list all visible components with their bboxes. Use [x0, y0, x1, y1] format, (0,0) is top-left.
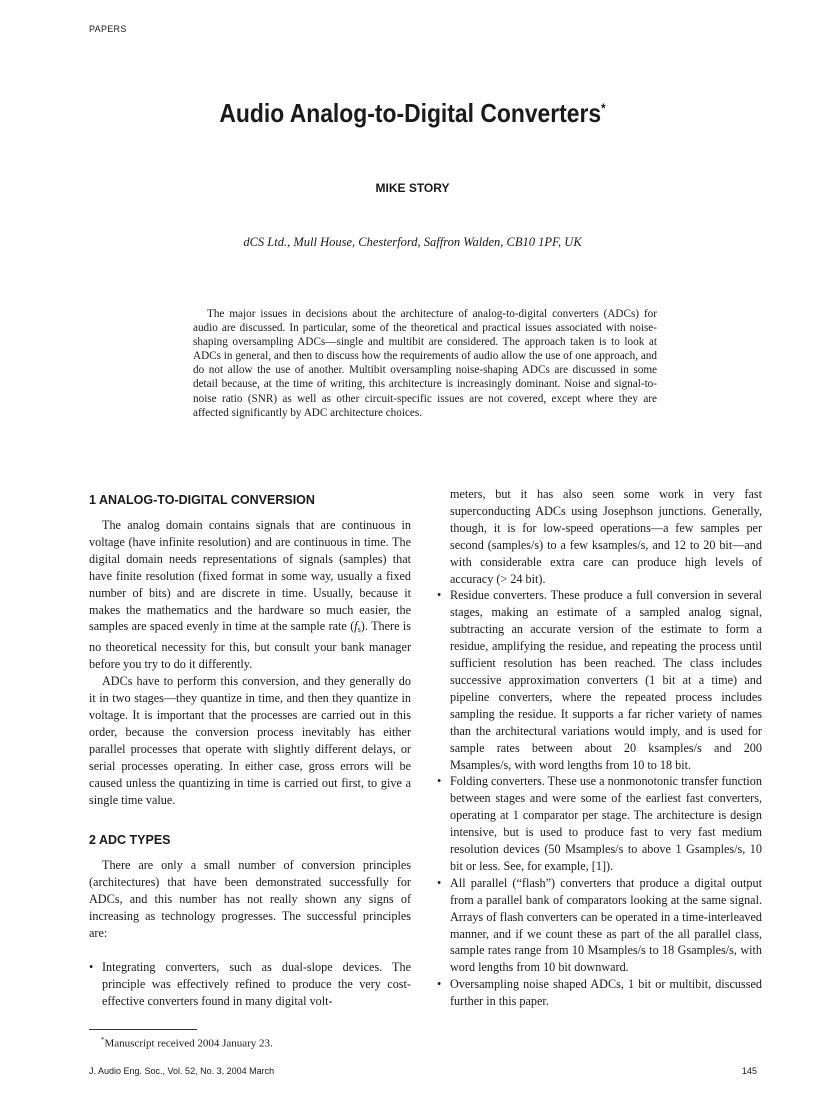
list-item — [437, 587, 762, 773]
bullet-icon: • — [437, 875, 442, 890]
sample-rate-symbol: f — [354, 619, 358, 634]
list-item — [437, 773, 762, 874]
right-column — [437, 486, 762, 1010]
sample-rate-subscript: s — [357, 625, 361, 635]
paper-title — [50, 98, 776, 129]
bullet-oversampling-text: Oversampling noise shaped ADCs, 1 bit or multibit, discussed further in this paper. — [450, 977, 762, 1009]
footnote-text: Manuscript received 2004 January 23. — [104, 1037, 273, 1050]
bullet-icon: • — [437, 977, 442, 992]
bullet-icon: • — [437, 588, 442, 603]
bullet-icon: • — [89, 959, 94, 974]
section-1-paragraph-2: ADCs have to perform this conversion, and they generally do it in two stages—they quantize in time, and then they quantize in voltage. It is important that the processes are carried out in this order, because the conversion process inevitably has either parallel processes that operate with slightly different delays, or serial processes operating. In either case, gross errors will be caused unless the quantizing in time is carried out first, to give a single time value. — [89, 674, 411, 807]
section-1-p1-text-a: The analog domain contains signals that are continuous in voltage (have infinite resolution) and are continuous in time. The digital domain needs representations of signals (samples) that have finite resolution (fixed format in some way, usually a fixed number of bits) and are discrete in time. Usually, because it makes the mathematics and the hardware so much easier, the samples are spaced evenly in time at the sample rate ( — [89, 518, 411, 634]
adc-types-list-right — [437, 486, 762, 1010]
bullet-1-text-b: meters, but it has also seen some work in very fast superconducting ADCs using Josephson junctions. Generally, though, it is for low-speed operations—a few samples per second (samples/s) to a few ksamples/s, and 12 to 20 bit—and with considerable extra care can produce high levels of accuracy (> 24 bit). — [450, 487, 762, 586]
list-item — [437, 976, 762, 1010]
section-1-heading: 1 ANALOG-TO-DIGITAL CONVERSION — [89, 493, 315, 507]
paper-title-text: Audio Analog-to-Digital Converters — [219, 98, 602, 128]
bullet-flash-text: All parallel (“flash”) converters that produce a digital output from a parallel bank of comparators looking at the same signal. Arrays of flash converters can be operated in a time-interleaved manner, and if we count these as part of the all parallel class, sample rates range from 10 Msamples/s to 18 Gsamples/s, with word lengths from 10 bit downward. — [450, 875, 762, 975]
list-item — [437, 875, 762, 976]
abstract — [193, 307, 657, 420]
adc-types-list-left — [89, 959, 411, 1010]
bullet-1-text-a: Integrating converters, such as dual-slope devices. The principle was effectively refined to produce the very cost-effective converters found in many digital volt- — [102, 959, 411, 1008]
page-number: 145 — [742, 1066, 758, 1076]
left-column — [89, 486, 411, 1010]
bullet-icon: • — [437, 774, 442, 789]
section-1-paragraph-1 — [89, 517, 411, 673]
title-footnote-mark[interactable]: * — [601, 100, 606, 116]
footnote-mark: * — [101, 1036, 105, 1044]
abstract-text: The major issues in decisions about the architecture of analog-to-digital converters (ADCs) for audio are discussed. In particular, some of the theoretical and practical issues associated with noise-shaping oversampling ADCs—single and multibit are considered. The approach taken is to look at ADCs in general, and then to discuss how the requirements of audio allow the use of one approach, and do not allow the use of another. Multibit oversampling noise-shaping ADCs are discussed in some detail because, at the time of writing, this architecture is increasingly dominant. Noise and signal-to-noise ratio (SNR) as well as other circuit-specific issues are not covered, except where they are affected significantly by ADC architecture choices. — [193, 308, 657, 419]
footnote-divider — [89, 1029, 197, 1030]
journal-citation: J. Audio Eng. Soc., Vol. 52, No. 3, 2004 March — [89, 1066, 275, 1076]
section-1-p1-text-b: ). There is no theoretical necessity for this, but consult your bank manager before you try to do it differently. — [89, 619, 411, 672]
list-item — [89, 959, 411, 1010]
author-affiliation: dCS Ltd., Mull House, Chesterford, Saffron Walden, CB10 1PF, UK — [243, 235, 582, 249]
bullet-folding-text: Folding converters. These use a nonmonotonic transfer function between stages and were some of the earliest fast converters, operating at 1 comparator per stage. The architecture is design intensive, but is used to produce fast to very fast medium resolution devices (50 Msamples/s to above 1 Gsamples/s, 10 bit or less. See, for example, [1]). — [450, 774, 762, 873]
footnote — [101, 1036, 273, 1050]
section-2-paragraph-1: There are only a small number of conversion principles (architectures) that have been demonstrated successfully for ADCs, and this number has not really shown any signs of increasing as technology progresses. The successful principles are: — [89, 858, 411, 941]
bullet-residue-text: Residue converters. These produce a full conversion in several stages, making an estimate of a sampled analog signal, subtracting an accurate version of the estimate to form a residue, amplifying the residue, and repeating the process until sufficient resolution has been reached. The class includes successive approximation converters (1 bit at a time) and pipeline converters, where the repeated process includes sampling the residue. It supports a far richer variety of names than the architectural variations would imply, and is used for sample rates between about 20 ksamples/s and 200 Msamples/s, with word lengths from 10 to 18 bit. — [450, 588, 762, 772]
author-name: MIKE STORY — [375, 181, 450, 195]
section-2-heading: 2 ADC TYPES — [89, 833, 171, 848]
list-item-continued — [437, 486, 762, 587]
running-head: PAPERS — [89, 24, 127, 34]
